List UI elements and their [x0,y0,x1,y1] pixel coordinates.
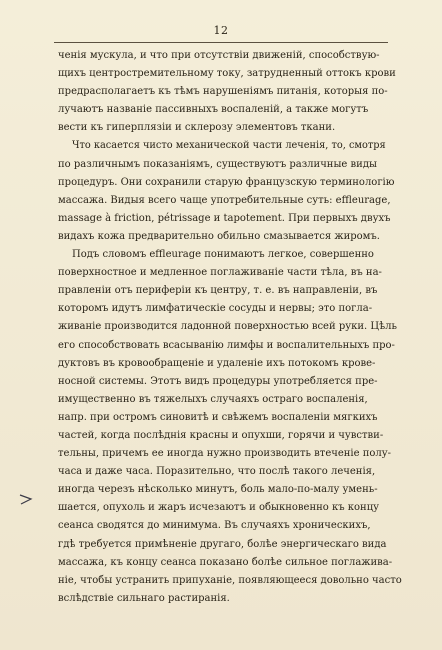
text-line: которомъ идутъ лимфатическіе сосуды и нервы; это погла- [58,303,373,315]
margin-mark-icon [18,492,34,506]
text-line: massage à friction, pétrissage и tapotement. При первыхъ двухъ [58,212,391,224]
text-line: процедуръ. Они сохранили старую французскую терминологію [58,176,395,188]
text-line: поверхностное и медленное поглаживаніе части тѣла, въ на- [58,267,382,279]
text-line: по различнымъ показаніямъ, существуютъ различные виды [58,158,377,170]
text-line: носной системы. Этотъ видъ процедуры употребляется пре- [58,375,378,387]
text-line: Подъ словомъ effleurage понимаютъ легкое, совершенно [72,249,374,261]
text-line: дуктовъ въ кровообращеніе и удаленіе ихъ потокомъ крове- [58,357,376,369]
text-line: напр. при остромъ синовитѣ и свѣжемъ воспаленіи мягкихъ [58,411,378,423]
text-line: ніе, чтобы устранить припуханіе, появляющееся довольно часто [58,574,402,586]
text-line: гдѣ требуется примѣненіе другаго, болѣе энергическаго вида [58,538,387,550]
text-line: вслѣдствіе сильнаго растиранія. [58,592,230,604]
text-line: шается, опухоль и жаръ исчезаютъ и обыкновенно къ концу [58,502,380,514]
text-line: щихъ центростремительному току, затрудненный оттокъ крови [58,68,396,80]
page-number: 12 [213,24,229,37]
text-line: имущественно въ тяжелыхъ случаяхъ остраго воспаленія, [58,393,368,405]
text-line: Что касается чисто механической части леченія, то, смотря [72,140,386,152]
text-line: сеанса сводятся до минимума. Въ случаяхъ хроническихъ, [58,520,371,532]
text-line: его способствовать всасыванію лимфы и воспалительныхъ про- [58,339,395,351]
text-line: массажа, къ концу сеанса показано болѣе сильное поглажива- [58,556,393,568]
text-line: правленіи отъ периферіи къ центру, т. е. въ направленіи, въ [58,285,378,297]
text-line: живаніе производится ладонной поверхностью всей руки. Цѣль [58,321,397,333]
text-line: вести къ гиперплязіи и склерозу элементовъ ткани. [58,122,336,134]
text-line: ченія мускула, и что при отсутствіи движеній, способствую- [58,50,380,61]
text-line: видахъ кожа предварительно обильно смазывается жиромъ. [58,230,380,242]
text-line: массажа. Видыя всего чаще употребительные суть: effleurage, [58,194,391,206]
text-line: предрасполагаетъ къ тѣмъ нарушеніямъ питанія, которыя по- [58,86,388,98]
header-rule [54,42,388,43]
body-text [58,47,402,608]
text-line: лучаютъ названіе пассивныхъ воспаленій, а также могутъ [58,104,369,116]
text-line: иногда черезъ нѣсколько минутъ, боль мало-по-малу умень- [58,484,378,496]
text-line: тельны, причемъ ее иногда нужно производить втеченіе полу- [58,448,392,460]
text-line: часа и даже часа. Поразительно, что послѣ такого леченія, [58,466,376,478]
text-line: частей, когда послѣднія красны и опухши, горячи и чувстви- [58,429,384,441]
